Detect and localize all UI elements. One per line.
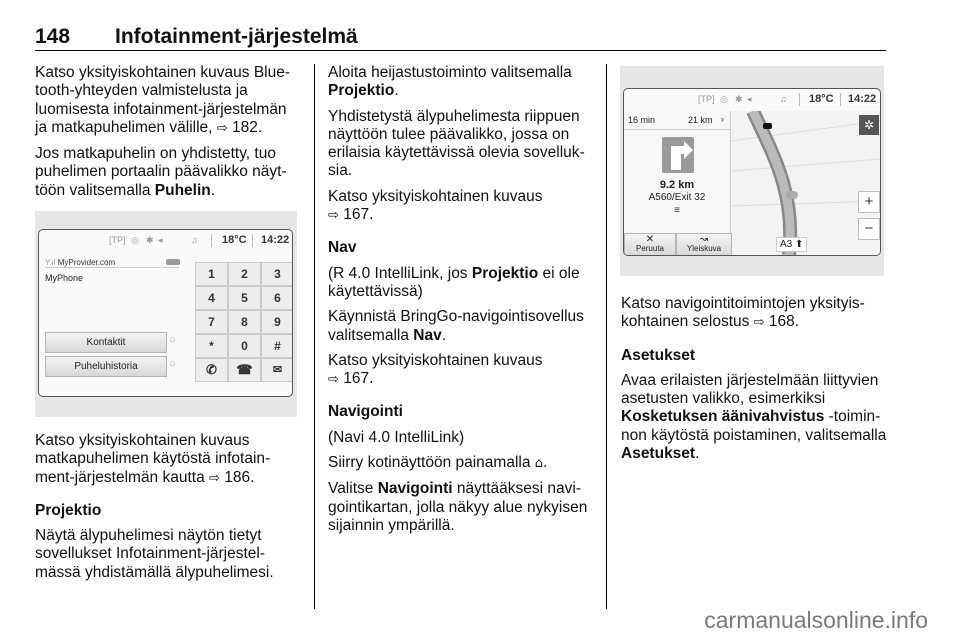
text: Siirry kotinäyttöön painamalla — [328, 454, 531, 472]
overview-button[interactable] — [676, 233, 732, 256]
phone-screen — [38, 229, 293, 397]
text: Aloita heijastustoiminto valitsemalla — [328, 64, 572, 81]
ui-term: Kosketuksen äänivahvistus — [621, 408, 825, 426]
contacts-button[interactable]: Kontaktit — [45, 332, 167, 353]
overview-label: Yleiskuva — [686, 244, 722, 253]
turn-arrow-icon — [662, 137, 694, 173]
message-icon[interactable]: ✉ — [261, 358, 293, 382]
cancel-button[interactable] — [624, 233, 676, 256]
key-2[interactable]: 2 — [228, 262, 261, 286]
temperature: 18°C — [222, 234, 247, 246]
text: (R 4.0 IntelliLink, jos — [328, 264, 468, 282]
page-ref-icon: ⇨ — [328, 208, 339, 224]
text: Käynnistä BringGo-navigointisovellus valitsemalla — [328, 308, 584, 344]
list-icon[interactable]: ≡ — [674, 205, 680, 216]
page-ref-icon: ⇨ — [753, 315, 765, 331]
text: Jos matkapuhelin on yhdistetty, tuo puhelimen portaalin päävalikko näyttöön valitsemalla — [35, 145, 287, 199]
turn-road: A560/Exit 32 — [648, 192, 706, 203]
page-ref-icon: ⇨ — [328, 372, 339, 388]
ui-term: Asetukset — [621, 445, 696, 463]
paragraph — [328, 480, 594, 535]
paragraph — [328, 64, 594, 101]
divider — [45, 267, 179, 268]
paragraph — [35, 64, 301, 138]
text: Valitse — [328, 480, 374, 498]
key-7[interactable]: 7 — [195, 310, 228, 334]
nav-screen-figure — [620, 66, 884, 276]
page-number: 148 — [35, 25, 71, 48]
section-heading: Asetukset — [621, 346, 696, 364]
ui-term: Projektio — [328, 82, 395, 100]
key-1[interactable]: 1 — [195, 262, 228, 286]
volume-icon: ◂ — [158, 235, 163, 245]
road-name — [776, 237, 807, 252]
page-ref: 182. — [232, 118, 263, 136]
section-heading: Navigointi — [328, 403, 403, 421]
guidance-panel — [624, 111, 731, 233]
ui-term: Projektio — [471, 264, 539, 282]
text: Katso navigointitoimintojen yksityiskohtainen selostus — [621, 295, 865, 331]
status-bar — [39, 230, 292, 252]
text: Avaa erilaisten järjestelmään liittyvien asetusten valikko, esimerkiksi — [621, 371, 879, 408]
text: . — [210, 181, 216, 199]
paragraph — [621, 372, 887, 463]
column-1 — [35, 64, 301, 207]
temperature: 18°C — [809, 93, 834, 105]
signal-icon: Y.ıl — [45, 258, 56, 267]
key-5[interactable]: 5 — [228, 286, 261, 310]
watermark: carmanualsonline.info — [704, 607, 928, 633]
eta-distance: 21 km — [688, 115, 713, 125]
hangup-icon[interactable]: ☎ — [228, 358, 261, 382]
status-bar — [624, 89, 880, 111]
page-title: Infotainment-järjestelmä — [115, 25, 358, 48]
column-divider-2 — [606, 64, 607, 609]
paragraph — [328, 352, 594, 390]
page-ref-icon: ⇨ — [209, 470, 220, 486]
ui-term: Nav — [413, 326, 442, 344]
key-6[interactable]: 6 — [261, 286, 293, 310]
text: Katso yksityiskohtainen kuvaus Bluetooth-yhteyden valmistelusta ja luomisesta infotainment-järjestelmän ja matkapuhelimen välille, — [35, 64, 291, 136]
device-name: MyPhone — [45, 273, 84, 283]
waypoint-icon — [786, 191, 798, 199]
paragraph: (Navi 4.0 IntelliLink) — [328, 428, 465, 446]
page-ref-icon: ⇨ — [216, 120, 228, 136]
route-icon: ↝ — [699, 234, 709, 245]
map-view[interactable] — [731, 111, 880, 255]
key-0[interactable]: 0 — [228, 334, 261, 358]
phone-status-icon: ◎ — [720, 94, 728, 104]
mic-mute-icon[interactable]: ○ — [169, 334, 176, 346]
column-1-lower — [35, 432, 301, 589]
paragraph: Yhdistetystä älypuhelimesta riippuen näyttöön tulee päävalikko, jossa on erilaisia käytettävissä olevia sovelluksia. — [328, 107, 585, 180]
call-history-button[interactable]: Puheluhistoria — [45, 356, 167, 377]
page-ref: 186. — [224, 468, 255, 486]
paragraph — [328, 188, 594, 226]
text: . — [441, 326, 447, 344]
key-star[interactable]: * — [195, 334, 228, 358]
clock: 14:22 — [848, 93, 877, 105]
tp-icon: [TP] — [698, 94, 715, 104]
chevron-right-icon[interactable]: › — [721, 114, 724, 124]
ui-term: Puhelin — [154, 181, 211, 199]
text: näyttääksesi navigointikartan, jolla näkyy alue nykyisen sijainnin ympärillä. — [328, 480, 588, 534]
separator — [211, 234, 212, 247]
zoom-in-icon[interactable]: + — [858, 191, 880, 213]
paragraph: Näytä älypuhelimesi näytön tietyt sovellukset Infotainment-järjestelmässä yhdistämällä älypuhelimesi. — [35, 527, 274, 581]
provider-name: MyProvider.com — [57, 258, 116, 267]
paragraph — [328, 454, 594, 473]
nav-screen — [623, 88, 881, 256]
key-4[interactable]: 4 — [195, 286, 228, 310]
paragraph — [35, 145, 301, 200]
cancel-label: Peruuta — [635, 244, 665, 253]
battery-icon — [166, 259, 180, 265]
page-ref: 167. — [343, 370, 374, 388]
paragraph — [328, 265, 594, 302]
music-icon: ♫ — [780, 94, 787, 104]
tp-icon: [TP] — [109, 235, 126, 245]
column-2 — [328, 64, 594, 542]
section-heading: Projektio — [35, 501, 102, 519]
home-icon: ⌂ — [534, 456, 544, 472]
header-rule — [35, 50, 886, 51]
text: Katso yksityiskohtainen kuvaus — [328, 351, 543, 369]
divider — [624, 129, 730, 130]
text: -toiminnon käytöstä poistaminen, valitsemalla — [621, 408, 887, 444]
column-divider-1 — [314, 64, 315, 609]
eta-time: 16 min — [628, 115, 656, 125]
vehicle-marker-icon — [763, 123, 772, 129]
separator — [799, 93, 800, 106]
paragraph — [35, 432, 301, 488]
separator — [252, 234, 253, 247]
page-ref: 168. — [768, 313, 800, 331]
gear-icon[interactable]: ✲ — [859, 115, 879, 135]
road-label: A3 — [780, 239, 793, 250]
speaker-icon[interactable]: ○ — [169, 358, 176, 370]
lane-arrow-icon: ⬆ — [795, 239, 804, 250]
paragraph — [621, 295, 887, 333]
bluetooth-icon: ✱ — [146, 235, 154, 245]
call-icon[interactable]: ✆ — [195, 358, 228, 382]
ui-term: Navigointi — [377, 480, 453, 498]
clock: 14:22 — [261, 234, 290, 246]
paragraph — [328, 308, 594, 345]
volume-icon: ◂ — [747, 94, 752, 104]
text: ei ole käytettävissä) — [328, 264, 580, 300]
zoom-out-icon[interactable]: − — [858, 218, 880, 240]
text: . — [695, 445, 700, 463]
key-9[interactable]: 9 — [261, 310, 293, 334]
close-icon: ✕ — [645, 234, 655, 245]
music-icon: ♫ — [191, 235, 198, 245]
separator — [840, 93, 841, 106]
bluetooth-icon: ✱ — [735, 94, 743, 104]
key-8[interactable]: 8 — [228, 310, 261, 334]
phone-status-icon: ◎ — [131, 235, 139, 245]
text: Katso yksityiskohtainen kuvaus matkapuhelimen käytöstä infotainment-järjestelmän kautta — [35, 432, 271, 486]
phone-screen-figure — [35, 211, 297, 417]
turn-distance: 9.2 km — [659, 179, 695, 191]
text: Katso yksityiskohtainen kuvaus — [328, 187, 543, 205]
provider-label — [45, 258, 115, 267]
section-heading: Nav — [328, 239, 357, 257]
key-hash[interactable]: # — [261, 334, 293, 358]
page-header — [35, 25, 885, 51]
column-3 — [621, 295, 887, 470]
text: . — [543, 454, 548, 472]
text: . — [394, 82, 399, 100]
page-ref: 167. — [343, 206, 374, 224]
minor-road — [731, 159, 880, 171]
key-3[interactable]: 3 — [261, 262, 293, 286]
